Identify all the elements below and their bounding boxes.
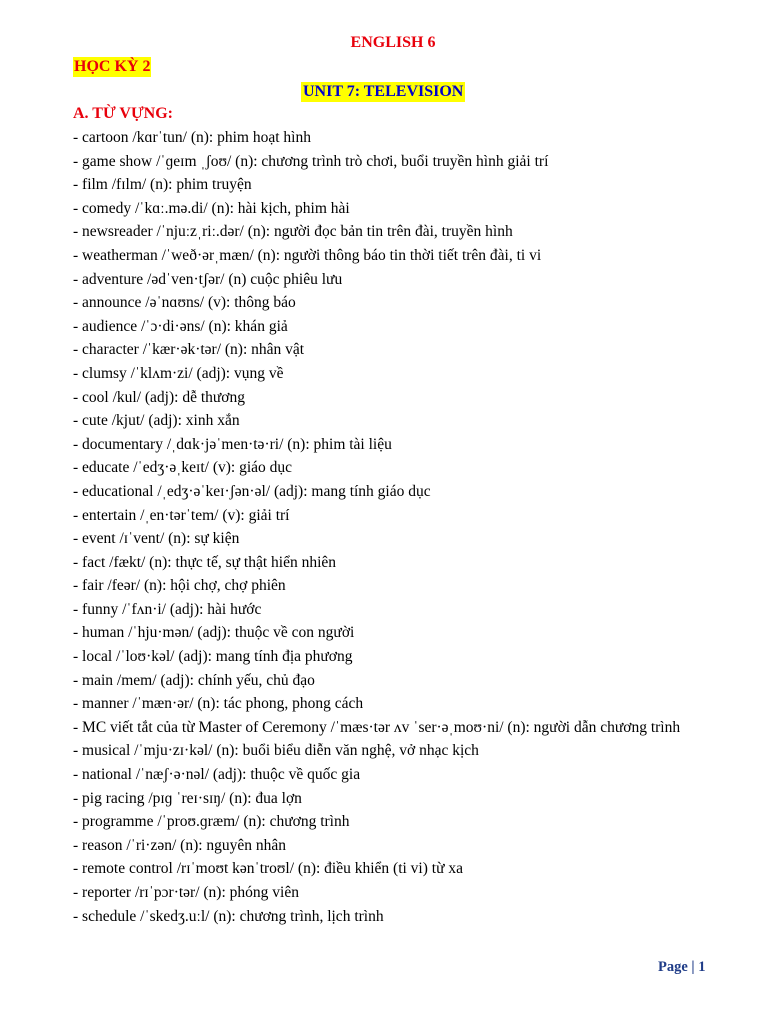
vocabulary-list	[73, 126, 721, 928]
vocab-item: - pig racing /pɪɡ ˈreɪ·sɪŋ/ (n): đua lợn	[73, 789, 302, 807]
vocab-item: - game show /ˈɡeɪm ˌʃoʊ/ (n): chương trình trò chơi, buổi truyền hình giải trí	[73, 152, 549, 170]
vocab-item: - programme /ˈproʊ.ɡræm/ (n): chương trình	[73, 813, 350, 831]
vocab-item: - fair /feər/ (n): hội chợ, chợ phiên	[73, 577, 286, 595]
vocab-item: - human /ˈhju·mən/ (adj): thuộc về con người	[73, 624, 355, 642]
vocab-item: - MC viết tắt của từ Master of Ceremony /ˈmæs·tər ʌv ˈser·əˌmoʊ·ni/ (n): người dẫn chương trình	[73, 718, 681, 736]
vocab-item: - fact /fækt/ (n): thực tế, sự thật hiển nhiên	[73, 553, 337, 571]
vocab-item: - remote control /rɪˈmoʊt kənˈtroʊl/ (n): điều khiển (ti vi) từ xa	[73, 860, 463, 878]
vocab-item: - adventure /ədˈven·tʃər/ (n) cuộc phiêu lưu	[73, 270, 343, 288]
page-number: Page | 1	[658, 959, 706, 975]
vocab-item: - manner /ˈmæn·ər/ (n): tác phong, phong cách	[73, 695, 364, 713]
vocab-item: - entertain /ˌen·tərˈtem/ (v): giải trí	[73, 506, 290, 524]
semester-label: HỌC KỲ 2	[74, 58, 151, 75]
unit-title: UNIT 7: TELEVISION	[303, 83, 464, 100]
section-heading: A. TỪ VỰNG:	[73, 105, 173, 122]
vocab-item: - weatherman /ˈweð·ərˌmæn/ (n): người thông báo tin thời tiết trên đài, ti vi	[73, 246, 542, 264]
vocab-item: - cool /kul/ (adj): dễ thương	[73, 388, 245, 406]
vocab-item: - announce /əˈnɑʊns/ (v): thông báo	[73, 294, 296, 312]
vocab-item: - reporter /rɪˈpɔr·tər/ (n): phóng viên	[73, 884, 299, 901]
vocab-item: - event /ɪˈvent/ (n): sự kiện	[73, 530, 240, 548]
vocab-item: - national /ˈnæʃ·ə·nəl/ (adj): thuộc về quốc gia	[73, 766, 361, 784]
vocab-item: - newsreader /ˈnjuːzˌriː.dər/ (n): người đọc bản tin trên đài, truyền hình	[73, 223, 513, 241]
vocab-item: - local /ˈloʊ·kəl/ (adj): mang tính địa phương	[73, 648, 353, 666]
vocab-item: - educational /ˌedʒ·əˈkeɪ·ʃən·əl/ (adj): mang tính giáo dục	[73, 482, 431, 500]
vocab-item: - musical /ˈmju·zɪ·kəl/ (n): buổi biểu diễn văn nghệ, vở nhạc kịch	[73, 742, 479, 760]
vocab-item: - clumsy /ˈklʌm·zi/ (adj): vụng về	[73, 364, 284, 382]
vocab-item: - funny /ˈfʌn·i/ (adj): hài hước	[73, 600, 262, 618]
vocab-item: - character /ˈkær·ək·tər/ (n): nhân vật	[73, 341, 305, 359]
vocab-item: - comedy /ˈkɑː.mə.di/ (n): hài kịch, phim hài	[73, 199, 350, 217]
vocab-item: - cartoon /kɑrˈtun/ (n): phim hoạt hình	[73, 129, 311, 146]
document-title: ENGLISH 6	[350, 34, 436, 51]
vocab-item: - documentary /ˌdɑk·jəˈmen·tə·ri/ (n): phim tài liệu	[73, 435, 392, 453]
vocab-item: - film /fɪlm/ (n): phim truyện	[73, 176, 252, 194]
vocab-item: - cute /kjut/ (adj): xinh xắn	[73, 412, 240, 430]
vocab-item: - reason /ˈri·zən/ (n): nguyên nhân	[73, 836, 287, 854]
vocab-item: - schedule /ˈskedʒ.uːl/ (n): chương trình, lịch trình	[73, 907, 384, 925]
vocab-item: - main /mem/ (adj): chính yếu, chủ đạo	[73, 671, 315, 689]
vocab-item: - audience /ˈɔ·di·əns/ (n): khán giả	[73, 317, 288, 335]
vocab-item: - educate /ˈedʒ·əˌkeɪt/ (v): giáo dục	[73, 459, 293, 477]
